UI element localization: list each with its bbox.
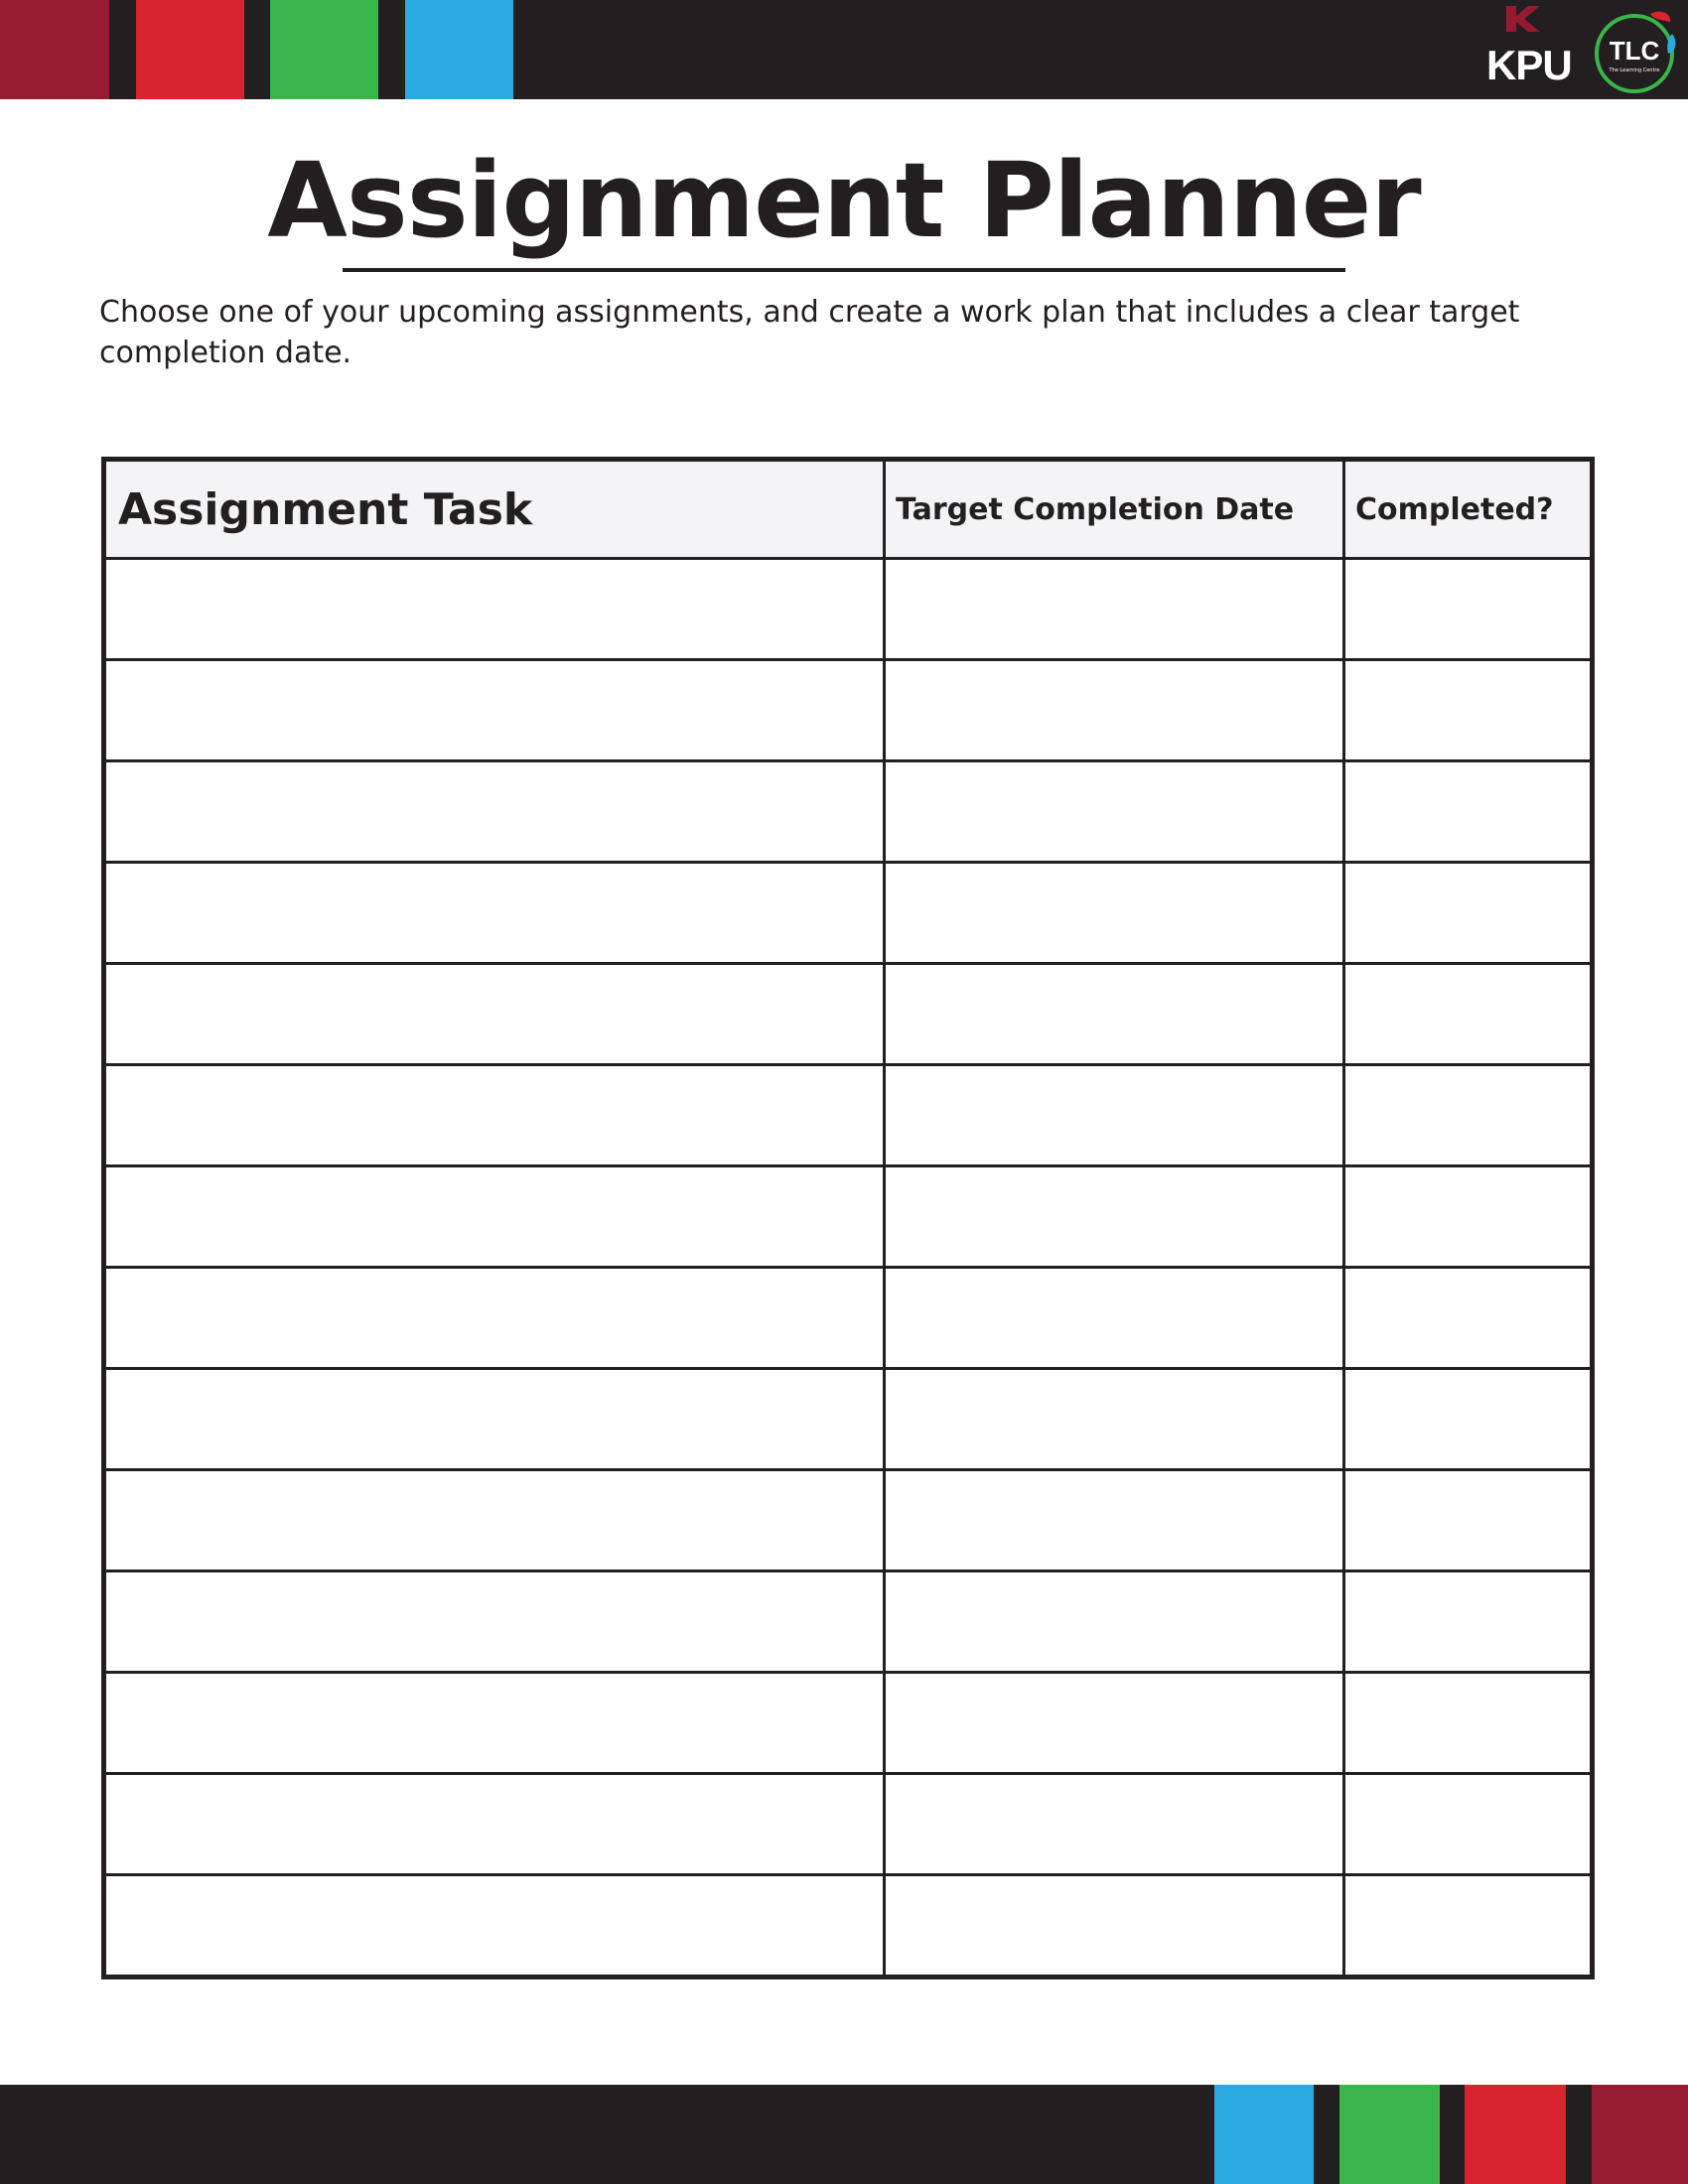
completed-cell[interactable] (1344, 559, 1593, 660)
task-cell[interactable] (104, 1369, 885, 1470)
task-cell[interactable] (104, 1875, 885, 1978)
completed-cell[interactable] (1344, 1875, 1593, 1978)
target-date-cell[interactable] (885, 1571, 1344, 1673)
table-row (104, 1774, 1593, 1875)
table-row (104, 863, 1593, 964)
task-cell[interactable] (104, 863, 885, 964)
header-assignment-task: Assignment Task (104, 460, 885, 559)
page-title: Assignment Planner (267, 140, 1421, 261)
completed-cell[interactable] (1344, 1774, 1593, 1875)
stripe-green (270, 0, 378, 99)
tlc-logo-text: TLC (1609, 36, 1660, 66)
target-date-cell[interactable] (885, 1166, 1344, 1268)
table-row (104, 1571, 1593, 1673)
completed-cell[interactable] (1344, 1673, 1593, 1774)
stripe-maroon (0, 0, 109, 99)
task-cell[interactable] (104, 660, 885, 761)
stripe-blue-bottom (1214, 2085, 1314, 2184)
header-target-completion-date: Target Completion Date (885, 460, 1344, 559)
task-cell[interactable] (104, 1166, 885, 1268)
table-row (104, 1369, 1593, 1470)
target-date-cell[interactable] (885, 1268, 1344, 1369)
kpu-logo-text: KPU (1486, 42, 1572, 88)
task-cell[interactable] (104, 1571, 885, 1673)
target-date-cell[interactable] (885, 964, 1344, 1065)
target-date-cell[interactable] (885, 1673, 1344, 1774)
tlc-logo-subtext: The Learning Centre (1609, 68, 1660, 73)
task-cell[interactable] (104, 559, 885, 660)
table-row (104, 1268, 1593, 1369)
target-date-cell[interactable] (885, 1369, 1344, 1470)
target-date-cell[interactable] (885, 1470, 1344, 1571)
stripe-red-bottom (1465, 2085, 1566, 2184)
completed-cell[interactable] (1344, 660, 1593, 761)
completed-cell[interactable] (1344, 1571, 1593, 1673)
table-row (104, 660, 1593, 761)
stripe-green-bottom (1339, 2085, 1440, 2184)
target-date-cell[interactable] (885, 1875, 1344, 1978)
instructions-text: Choose one of your upcoming assignments, and create a work plan that includes a clear target completion date. (99, 295, 1520, 370)
completed-cell[interactable] (1344, 1369, 1593, 1470)
header-completed: Completed? (1344, 460, 1593, 559)
table-header-row (104, 460, 1593, 559)
completed-cell[interactable] (1344, 1268, 1593, 1369)
completed-cell[interactable] (1344, 1470, 1593, 1571)
task-cell[interactable] (104, 1470, 885, 1571)
title-underline (343, 268, 1345, 272)
stripe-red (136, 0, 244, 99)
target-date-cell[interactable] (885, 761, 1344, 863)
tlc-logo-icon (1591, 6, 1680, 95)
table-body (104, 559, 1593, 1978)
task-cell[interactable] (104, 964, 885, 1065)
assignment-planner-table (101, 457, 1595, 1979)
table-row (104, 559, 1593, 660)
table-row (104, 964, 1593, 1065)
task-cell[interactable] (104, 761, 885, 863)
table-row (104, 761, 1593, 863)
completed-cell[interactable] (1344, 1166, 1593, 1268)
table-row (104, 1673, 1593, 1774)
table-row (104, 1470, 1593, 1571)
bottom-color-bar (0, 2085, 1688, 2184)
task-cell[interactable] (104, 1065, 885, 1166)
kpu-logo-icon (1506, 6, 1544, 34)
table-row (104, 1166, 1593, 1268)
target-date-cell[interactable] (885, 559, 1344, 660)
target-date-cell[interactable] (885, 660, 1344, 761)
stripe-blue (405, 0, 513, 99)
task-cell[interactable] (104, 1774, 885, 1875)
task-cell[interactable] (104, 1673, 885, 1774)
target-date-cell[interactable] (885, 1065, 1344, 1166)
completed-cell[interactable] (1344, 761, 1593, 863)
top-color-bar (0, 0, 1688, 99)
table-row (104, 1065, 1593, 1166)
completed-cell[interactable] (1344, 964, 1593, 1065)
table-row (104, 1875, 1593, 1978)
completed-cell[interactable] (1344, 1065, 1593, 1166)
target-date-cell[interactable] (885, 1774, 1344, 1875)
completed-cell[interactable] (1344, 863, 1593, 964)
target-date-cell[interactable] (885, 863, 1344, 964)
task-cell[interactable] (104, 1268, 885, 1369)
stripe-maroon-bottom (1592, 2085, 1688, 2184)
